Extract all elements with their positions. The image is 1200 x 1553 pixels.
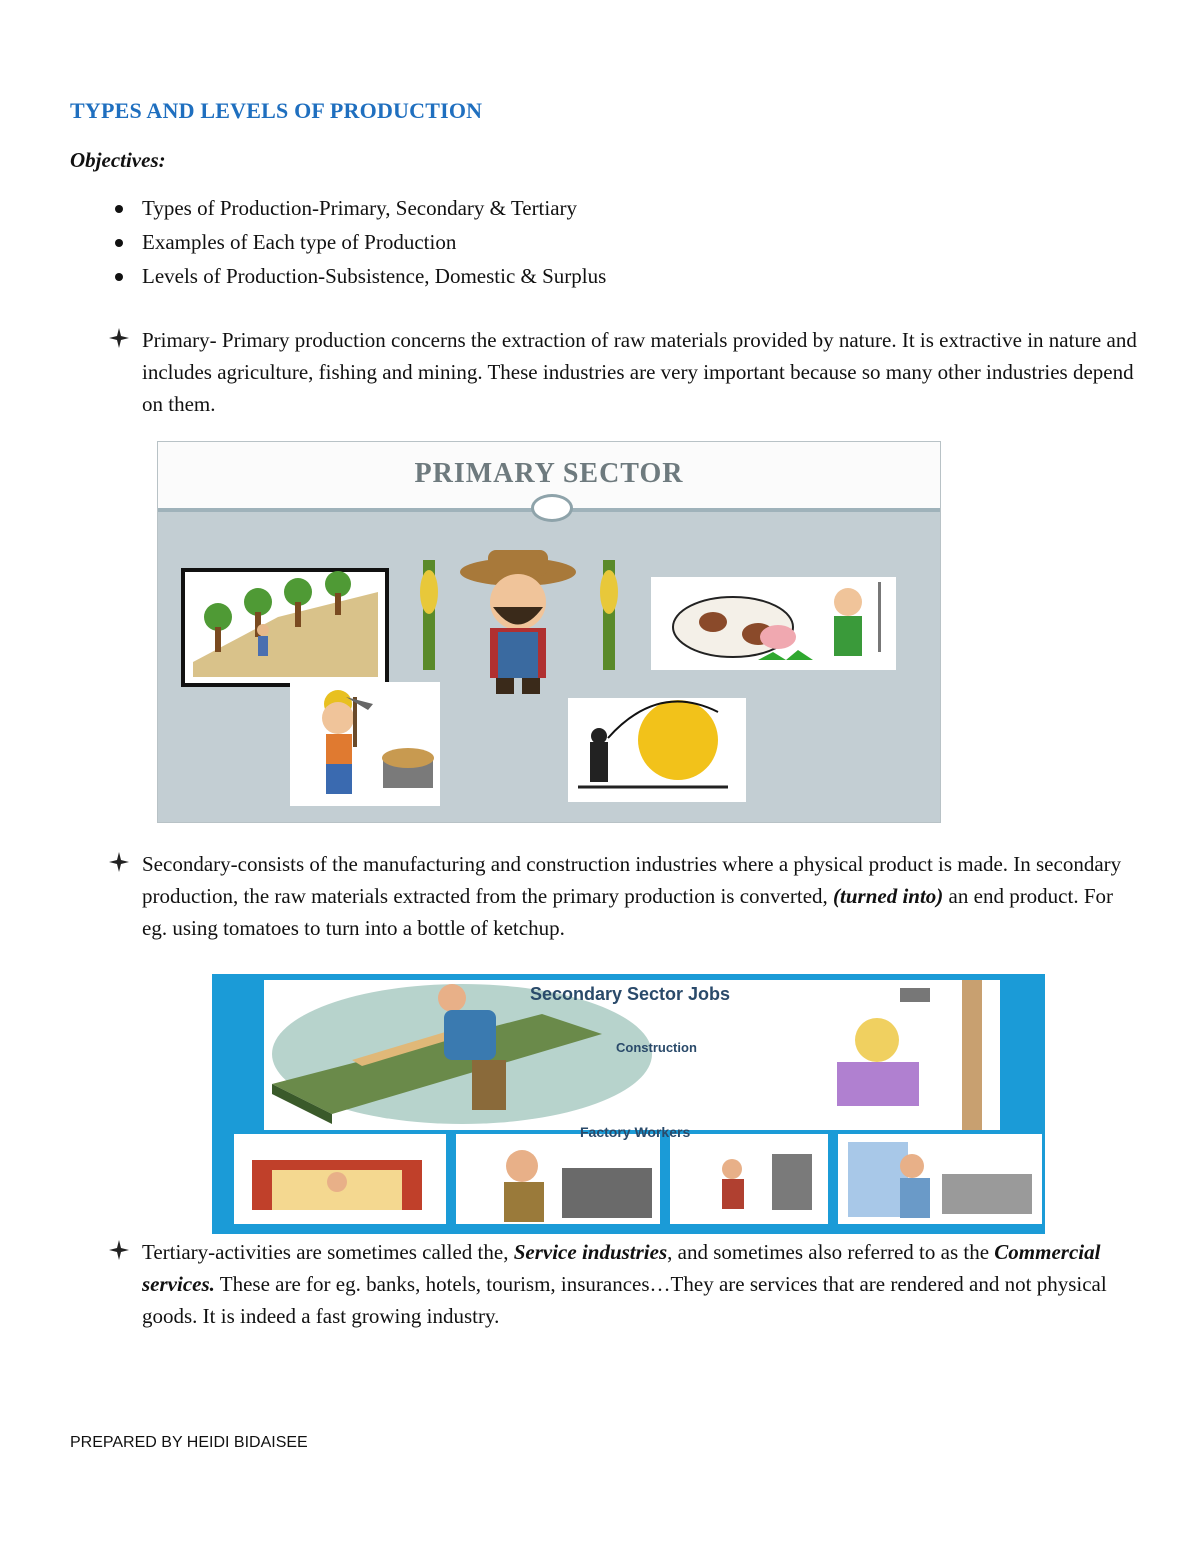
image-title: PRIMARY SECTOR (414, 458, 684, 489)
footer-text: PREPARED BY HEIDI BIDAISEE (70, 1434, 308, 1451)
primary-sector-image (157, 441, 941, 823)
diamond-bullet-icon (108, 327, 130, 349)
list-item: Examples of Each type of Production (70, 227, 606, 261)
farmer-illustration (420, 550, 618, 694)
emphasis-text: Service industries (513, 1240, 668, 1264)
diamond-bullet-icon (108, 1239, 130, 1261)
document-title: TYPES AND LEVELS OF PRODUCTION (70, 98, 483, 123)
secondary-sector-image (212, 974, 1045, 1234)
primary-sector-illustrations (158, 442, 940, 822)
secondary-section (108, 848, 1138, 944)
bullet-icon (115, 239, 123, 247)
bullet-icon (115, 205, 123, 213)
farming-illustration (183, 570, 387, 685)
miner-illustration (290, 682, 440, 806)
emphasis-text: Commercial services. (142, 1240, 1101, 1296)
objectives-list (70, 193, 606, 295)
list-item: Types of Production-Primary, Secondary & Tertiary (70, 193, 606, 227)
diamond-bullet-icon (108, 851, 130, 873)
primary-paragraph: Primary- Primary production concerns the extraction of raw materials provided by nature. It is extractive in nature and includes agriculture, fishing and mining. These industries are very important because so many other industries depend on them. (142, 328, 1137, 416)
tertiary-paragraph: Tertiary-activities are sometimes called the, Service industries, and sometimes also referred to as the Commercial services. These are for eg. banks, hotels, tourism, insurances…They are services that are rendered and not physical goods. It is indeed a fast growing industry. (142, 1240, 1107, 1328)
secondary-paragraph: Secondary-consists of the manufacturing and construction industries where a physical product is made. In secondary production, the raw materials extracted from the primary production is converted, (turned into) an end product. For eg. using tomatoes to turn into a bottle of ketchup. (142, 852, 1122, 940)
fishing-illustration (568, 698, 746, 802)
objectives-heading: Objectives: (70, 148, 166, 172)
tertiary-section (108, 1236, 1138, 1332)
factory-workers-label: Factory Workers (580, 1124, 691, 1140)
list-item: Levels of Production-Subsistence, Domestic & Surplus (70, 261, 606, 295)
primary-section (108, 324, 1138, 420)
image-title: Secondary Sector Jobs (529, 984, 731, 1004)
emphasis-text: (turned into) (833, 884, 944, 908)
livestock-illustration (651, 577, 896, 670)
construction-label: Construction (616, 1040, 697, 1055)
bullet-icon (115, 273, 123, 281)
secondary-sector-illustrations (212, 974, 1045, 1234)
